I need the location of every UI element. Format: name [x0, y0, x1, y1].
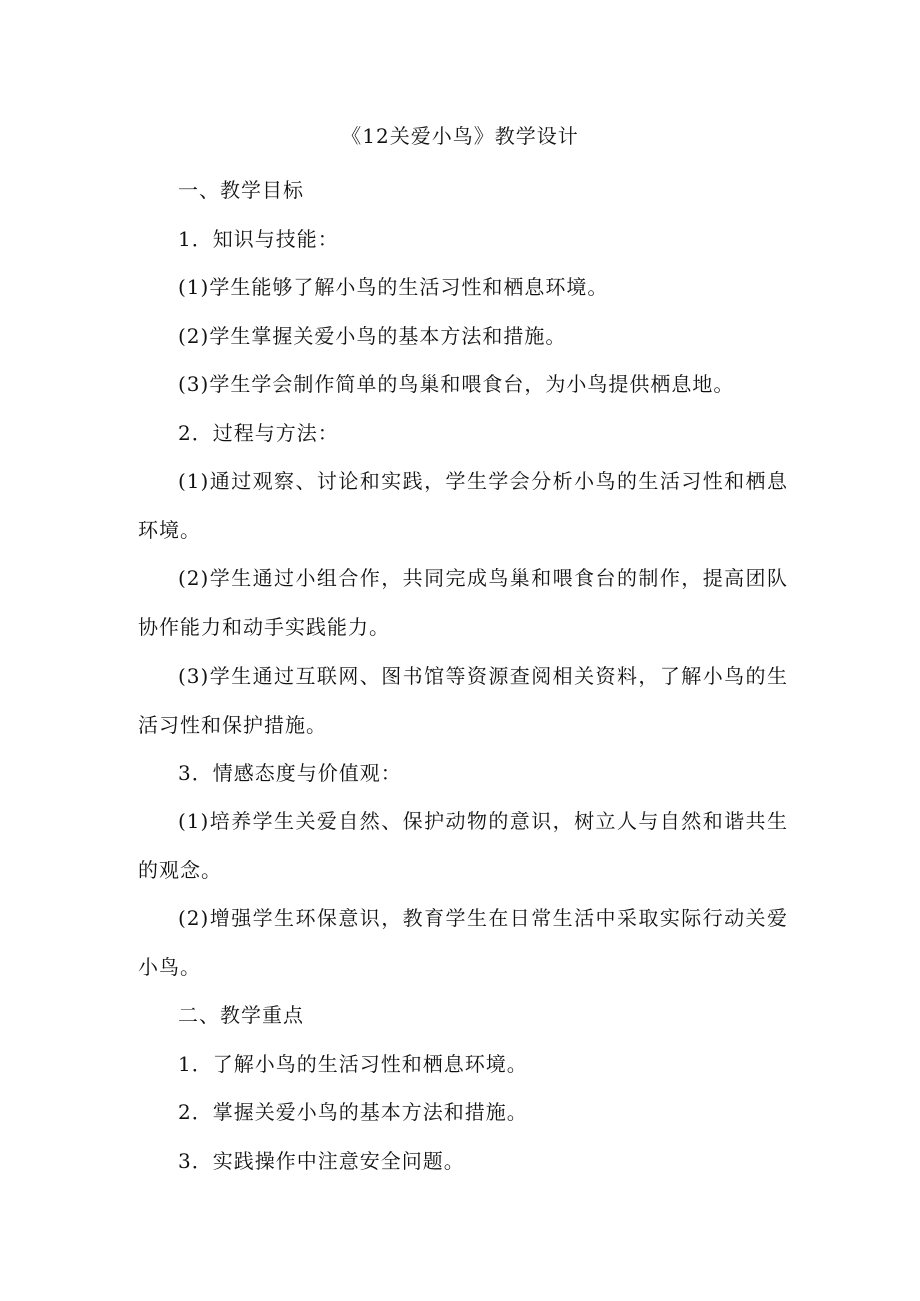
subheading-process-methods: 2．过程与方法： [178, 421, 339, 445]
key-point-1: 1．了解小鸟的生活习性和栖息环境。 [178, 1052, 528, 1076]
section-heading-key-points: 二、教学重点 [178, 1003, 304, 1027]
subheading-knowledge-skills: 1．知识与技能： [178, 227, 339, 251]
section-heading-goals: 一、教学目标 [178, 178, 304, 202]
paragraph-knowledge-2: (2)学生掌握关爱小鸟的基本方法和措施。 [178, 324, 567, 348]
paragraph-process-3: (3)学生通过互联网、图书馆等资源查阅相关资料，了解小鸟的生活习性和保护措施。 [138, 664, 788, 737]
paragraph-knowledge-3: (3)学生学会制作简单的鸟巢和喂食台，为小鸟提供栖息地。 [178, 372, 735, 396]
paragraph-process-2: (2)学生通过小组合作，共同完成鸟巢和喂食台的制作，提高团队协作能力和动手实践能力。 [138, 566, 788, 639]
key-point-3: 3．实践操作中注意安全问题。 [178, 1149, 465, 1173]
subheading-attitudes-values: 3．情感态度与价值观： [178, 761, 402, 785]
paragraph-knowledge-1: (1)学生能够了解小鸟的生活习性和栖息环境。 [178, 275, 609, 299]
paragraph-attitudes-1: (1)培养学生关爱自然、保护动物的意识，树立人与自然和谐共生的观念。 [138, 809, 788, 882]
paragraph-process-1: (1)通过观察、讨论和实践，学生学会分析小鸟的生活习性和栖息环境。 [138, 469, 788, 542]
key-point-2: 2．掌握关爱小鸟的基本方法和措施。 [178, 1100, 528, 1124]
document-title: 《12关爱小鸟》教学设计 [341, 124, 579, 148]
paragraph-attitudes-2: (2)增强学生环保意识，教育学生在日常生活中采取实际行动关爱小鸟。 [138, 906, 788, 979]
